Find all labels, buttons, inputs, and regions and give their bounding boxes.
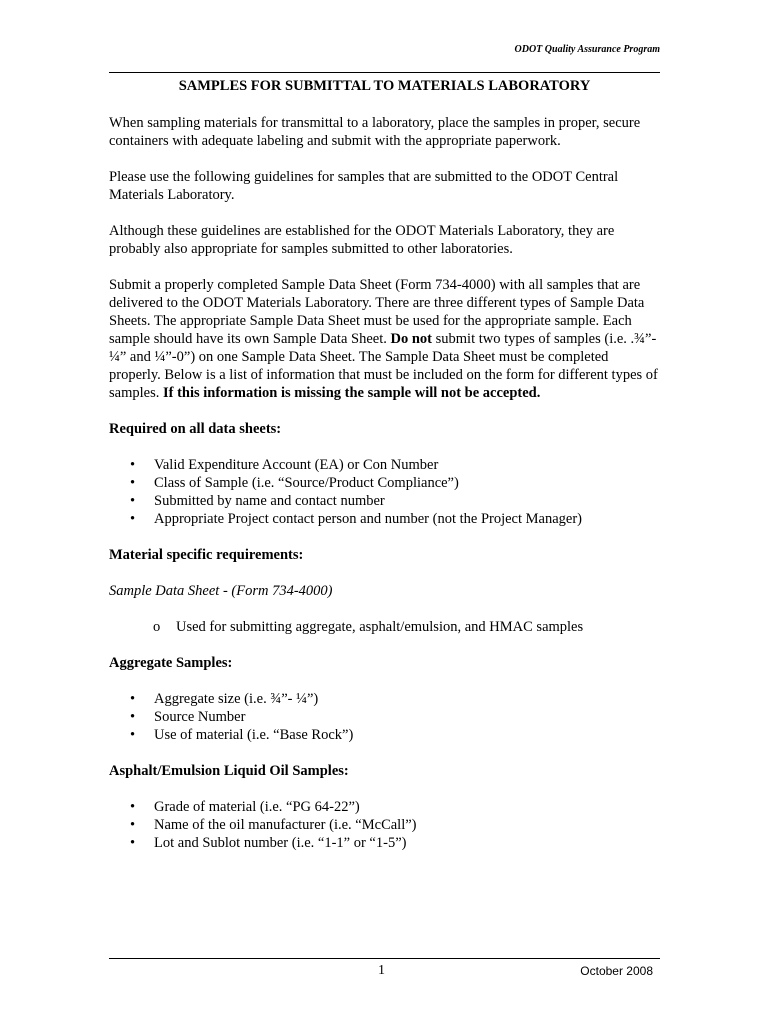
header-divider: [109, 72, 660, 73]
emphasis-warning: If this information is missing the sample will not be accepted.: [162, 385, 541, 401]
paragraph-intro: When sampling materials for transmittal to a laboratory, place the samples in proper, secure containers with adequate labeling and submit with the appropriate paperwork.: [109, 115, 641, 149]
list-item: • Valid Expenditure Account (EA) or Con Number: [109, 456, 660, 474]
emphasis-do-not: Do not: [390, 331, 432, 347]
paragraph-text: submit two types of samples (i.e. .¾”- ¼” and ¼”-0”) on one Sample Data Sheet. The Sample Data Sheet must be completed properly. Below is a list of information that must be included on the form for different types of samples.: [109, 331, 658, 401]
list-item: • Lot and Sublot number (i.e. “1-1” or “1-5”): [109, 834, 660, 852]
paragraph-text: Submit a properly completed Sample Data Sheet (Form 734-4000) with all samples that are delivered to the ODOT Materials Laboratory. There are three different types of Sample Data Sheets. The appropriate Sample Data Sheet must be used for the appropriate sample. Each sample should have its own Sample Data Sheet.: [109, 277, 645, 347]
list-item: • Appropriate Project contact person and number (not the Project Manager): [109, 510, 660, 528]
required-list: [109, 456, 660, 528]
paragraph-other-labs: Although these guidelines are established for the ODOT Materials Laboratory, they are probably also appropriate for samples submitted to other laboratories.: [109, 223, 615, 257]
sheet-list: [109, 618, 660, 636]
page-number: 1: [378, 963, 385, 978]
list-item: • Use of material (i.e. “Base Rock”): [109, 726, 660, 744]
list-item: • Class of Sample (i.e. “Source/Product Compliance”): [109, 474, 660, 492]
paragraph-data-sheet: [109, 276, 660, 402]
subheading-sample-data-sheet: Sample Data Sheet - (Form 734-4000): [109, 583, 333, 599]
footer-divider: [109, 958, 660, 959]
list-item: • Name of the oil manufacturer (i.e. “McCall”): [109, 816, 660, 834]
list-item: • Source Number: [109, 708, 660, 726]
list-item: • Grade of material (i.e. “PG 64-22”): [109, 798, 660, 816]
asphalt-list: [109, 798, 660, 852]
page-header: ODOT Quality Assurance Program: [514, 44, 660, 55]
aggregate-list: [109, 690, 660, 744]
document-body: [109, 114, 660, 870]
section-heading-material: Material specific requirements:: [109, 547, 304, 563]
section-heading-asphalt: Asphalt/Emulsion Liquid Oil Samples:: [109, 763, 349, 779]
list-item: o Used for submitting aggregate, asphalt/emulsion, and HMAC samples: [109, 618, 660, 636]
section-heading-required: Required on all data sheets:: [109, 421, 282, 437]
list-item: • Submitted by name and contact number: [109, 492, 660, 510]
section-heading-aggregate: Aggregate Samples:: [109, 655, 233, 671]
paragraph-guidelines: Please use the following guidelines for samples that are submitted to the ODOT Central Materials Laboratory.: [109, 169, 619, 203]
footer-date: October 2008: [580, 964, 653, 978]
page-title: SAMPLES FOR SUBMITTAL TO MATERIALS LABORATORY: [178, 78, 591, 94]
list-item: • Aggregate size (i.e. ¾”- ¼”): [109, 690, 660, 708]
